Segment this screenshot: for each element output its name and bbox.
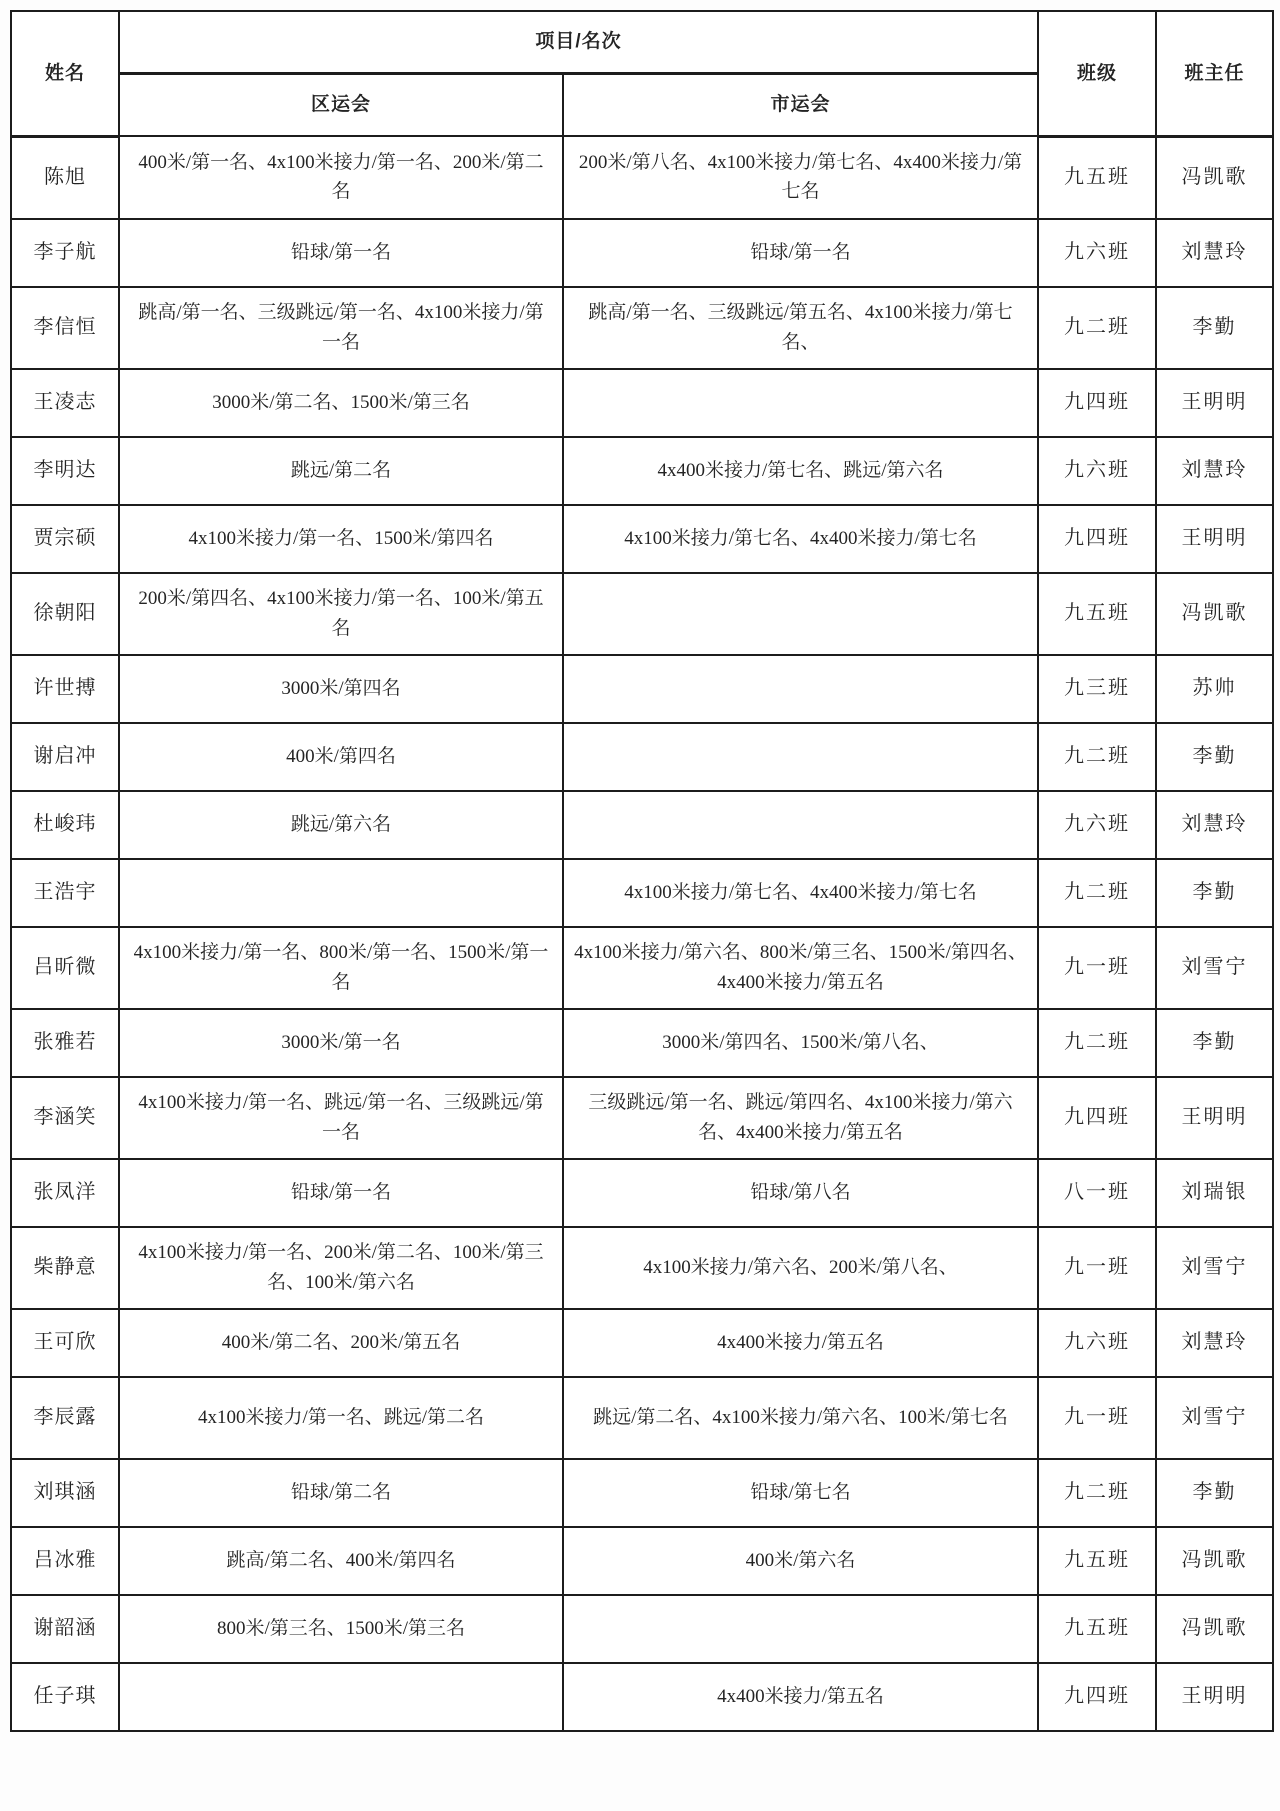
student-name-cell: 谢启冲 bbox=[11, 723, 119, 791]
table-row bbox=[11, 1459, 1273, 1527]
student-name-cell: 李子航 bbox=[11, 219, 119, 287]
teacher-cell: 冯凯歌 bbox=[1156, 1595, 1273, 1663]
teacher-cell: 王明明 bbox=[1156, 1077, 1273, 1159]
header-district-games: 区运会 bbox=[119, 74, 563, 137]
city-results-cell: 跳远/第二名、4x100米接力/第六名、100米/第七名 bbox=[563, 1377, 1038, 1459]
student-name-cell: 谢韶涵 bbox=[11, 1595, 119, 1663]
table-row bbox=[11, 655, 1273, 723]
city-results-cell bbox=[563, 723, 1038, 791]
teacher-cell: 李勤 bbox=[1156, 859, 1273, 927]
city-results-cell: 3000米/第四名、1500米/第八名、 bbox=[563, 1009, 1038, 1077]
student-name-cell: 贾宗硕 bbox=[11, 505, 119, 573]
table-row bbox=[11, 287, 1273, 369]
teacher-cell: 刘慧玲 bbox=[1156, 1309, 1273, 1377]
district-results-cell: 3000米/第一名 bbox=[119, 1009, 563, 1077]
teacher-cell: 刘雪宁 bbox=[1156, 927, 1273, 1009]
class-cell: 九一班 bbox=[1038, 927, 1156, 1009]
header-name: 姓名 bbox=[11, 11, 119, 136]
class-cell: 九四班 bbox=[1038, 1077, 1156, 1159]
teacher-cell: 李勤 bbox=[1156, 1009, 1273, 1077]
student-name-cell: 李信恒 bbox=[11, 287, 119, 369]
student-name-cell: 张雅若 bbox=[11, 1009, 119, 1077]
teacher-cell: 刘瑞银 bbox=[1156, 1159, 1273, 1227]
student-name-cell: 李涵笑 bbox=[11, 1077, 119, 1159]
table-row bbox=[11, 219, 1273, 287]
table-row bbox=[11, 1009, 1273, 1077]
district-results-cell: 跳高/第二名、400米/第四名 bbox=[119, 1527, 563, 1595]
table-row bbox=[11, 573, 1273, 655]
student-name-cell: 王凌志 bbox=[11, 369, 119, 437]
city-results-cell bbox=[563, 791, 1038, 859]
student-name-cell: 李辰露 bbox=[11, 1377, 119, 1459]
city-results-cell: 4x400米接力/第七名、跳远/第六名 bbox=[563, 437, 1038, 505]
teacher-cell: 苏帅 bbox=[1156, 655, 1273, 723]
student-name-cell: 吕昕微 bbox=[11, 927, 119, 1009]
header-city-games: 市运会 bbox=[563, 74, 1038, 137]
district-results-cell: 800米/第三名、1500米/第三名 bbox=[119, 1595, 563, 1663]
city-results-cell: 4x400米接力/第五名 bbox=[563, 1309, 1038, 1377]
table-row bbox=[11, 1595, 1273, 1663]
class-cell: 九二班 bbox=[1038, 287, 1156, 369]
city-results-cell: 4x100米接力/第六名、200米/第八名、 bbox=[563, 1227, 1038, 1309]
table-row bbox=[11, 1227, 1273, 1309]
class-cell: 九四班 bbox=[1038, 505, 1156, 573]
student-name-cell: 张凤洋 bbox=[11, 1159, 119, 1227]
table-row bbox=[11, 927, 1273, 1009]
district-results-cell: 跳远/第六名 bbox=[119, 791, 563, 859]
table-header bbox=[11, 11, 1273, 136]
class-cell: 九一班 bbox=[1038, 1377, 1156, 1459]
district-results-cell: 400米/第二名、200米/第五名 bbox=[119, 1309, 563, 1377]
teacher-cell: 冯凯歌 bbox=[1156, 573, 1273, 655]
teacher-cell: 王明明 bbox=[1156, 505, 1273, 573]
district-results-cell bbox=[119, 1663, 563, 1731]
student-name-cell: 杜峻玮 bbox=[11, 791, 119, 859]
district-results-cell: 4x100米接力/第一名、800米/第一名、1500米/第一名 bbox=[119, 927, 563, 1009]
class-cell: 九四班 bbox=[1038, 1663, 1156, 1731]
teacher-cell: 王明明 bbox=[1156, 1663, 1273, 1731]
class-cell: 九三班 bbox=[1038, 655, 1156, 723]
table-row bbox=[11, 1309, 1273, 1377]
district-results-cell: 200米/第四名、4x100米接力/第一名、100米/第五名 bbox=[119, 573, 563, 655]
city-results-cell bbox=[563, 655, 1038, 723]
student-name-cell: 吕冰雅 bbox=[11, 1527, 119, 1595]
district-results-cell: 4x100米接力/第一名、1500米/第四名 bbox=[119, 505, 563, 573]
teacher-cell: 刘慧玲 bbox=[1156, 791, 1273, 859]
class-cell: 九五班 bbox=[1038, 573, 1156, 655]
student-name-cell: 陈旭 bbox=[11, 136, 119, 219]
district-results-cell: 铅球/第一名 bbox=[119, 219, 563, 287]
table-row bbox=[11, 1077, 1273, 1159]
table-row bbox=[11, 136, 1273, 219]
header-teacher: 班主任 bbox=[1156, 11, 1273, 136]
table-row bbox=[11, 723, 1273, 791]
district-results-cell: 4x100米接力/第一名、跳远/第二名 bbox=[119, 1377, 563, 1459]
athletics-results-table bbox=[10, 10, 1274, 1732]
city-results-cell: 4x400米接力/第五名 bbox=[563, 1663, 1038, 1731]
teacher-cell: 李勤 bbox=[1156, 723, 1273, 791]
class-cell: 九六班 bbox=[1038, 437, 1156, 505]
class-cell: 九五班 bbox=[1038, 1527, 1156, 1595]
class-cell: 九二班 bbox=[1038, 1459, 1156, 1527]
teacher-cell: 刘雪宁 bbox=[1156, 1377, 1273, 1459]
city-results-cell: 铅球/第八名 bbox=[563, 1159, 1038, 1227]
district-results-cell: 3000米/第四名 bbox=[119, 655, 563, 723]
city-results-cell: 4x100米接力/第七名、4x400米接力/第七名 bbox=[563, 505, 1038, 573]
class-cell: 九五班 bbox=[1038, 1595, 1156, 1663]
city-results-cell bbox=[563, 369, 1038, 437]
district-results-cell bbox=[119, 859, 563, 927]
class-cell: 九六班 bbox=[1038, 791, 1156, 859]
city-results-cell: 400米/第六名 bbox=[563, 1527, 1038, 1595]
student-name-cell: 柴静意 bbox=[11, 1227, 119, 1309]
class-cell: 九二班 bbox=[1038, 859, 1156, 927]
class-cell: 九五班 bbox=[1038, 136, 1156, 219]
city-results-cell: 跳高/第一名、三级跳远/第五名、4x100米接力/第七名、 bbox=[563, 287, 1038, 369]
table-row bbox=[11, 1663, 1273, 1731]
city-results-cell: 4x100米接力/第六名、800米/第三名、1500米/第四名、4x400米接力/第五名 bbox=[563, 927, 1038, 1009]
city-results-cell: 铅球/第一名 bbox=[563, 219, 1038, 287]
table-row bbox=[11, 859, 1273, 927]
district-results-cell: 400米/第一名、4x100米接力/第一名、200米/第二名 bbox=[119, 136, 563, 219]
header-class: 班级 bbox=[1038, 11, 1156, 136]
class-cell: 九六班 bbox=[1038, 1309, 1156, 1377]
student-name-cell: 王浩宇 bbox=[11, 859, 119, 927]
table-row bbox=[11, 1527, 1273, 1595]
table-row bbox=[11, 369, 1273, 437]
class-cell: 九六班 bbox=[1038, 219, 1156, 287]
district-results-cell: 铅球/第一名 bbox=[119, 1159, 563, 1227]
district-results-cell: 跳高/第一名、三级跳远/第一名、4x100米接力/第一名 bbox=[119, 287, 563, 369]
teacher-cell: 刘慧玲 bbox=[1156, 437, 1273, 505]
results-table-body bbox=[11, 136, 1273, 1731]
district-results-cell: 400米/第四名 bbox=[119, 723, 563, 791]
table-row bbox=[11, 437, 1273, 505]
class-cell: 九一班 bbox=[1038, 1227, 1156, 1309]
city-results-cell bbox=[563, 573, 1038, 655]
student-name-cell: 刘琪涵 bbox=[11, 1459, 119, 1527]
class-cell: 八一班 bbox=[1038, 1159, 1156, 1227]
district-results-cell: 铅球/第二名 bbox=[119, 1459, 563, 1527]
table-row bbox=[11, 1159, 1273, 1227]
table-row bbox=[11, 505, 1273, 573]
table-row bbox=[11, 1377, 1273, 1459]
teacher-cell: 王明明 bbox=[1156, 369, 1273, 437]
city-results-cell: 4x100米接力/第七名、4x400米接力/第七名 bbox=[563, 859, 1038, 927]
teacher-cell: 冯凯歌 bbox=[1156, 136, 1273, 219]
city-results-cell: 三级跳远/第一名、跳远/第四名、4x100米接力/第六名、4x400米接力/第五名 bbox=[563, 1077, 1038, 1159]
teacher-cell: 李勤 bbox=[1156, 1459, 1273, 1527]
district-results-cell: 4x100米接力/第一名、跳远/第一名、三级跳远/第一名 bbox=[119, 1077, 563, 1159]
city-results-cell: 铅球/第七名 bbox=[563, 1459, 1038, 1527]
teacher-cell: 冯凯歌 bbox=[1156, 1527, 1273, 1595]
student-name-cell: 任子琪 bbox=[11, 1663, 119, 1731]
table-row bbox=[11, 791, 1273, 859]
district-results-cell: 跳远/第二名 bbox=[119, 437, 563, 505]
district-results-cell: 4x100米接力/第一名、200米/第二名、100米/第三名、100米/第六名 bbox=[119, 1227, 563, 1309]
city-results-cell bbox=[563, 1595, 1038, 1663]
city-results-cell: 200米/第八名、4x100米接力/第七名、4x400米接力/第七名 bbox=[563, 136, 1038, 219]
class-cell: 九二班 bbox=[1038, 723, 1156, 791]
district-results-cell: 3000米/第二名、1500米/第三名 bbox=[119, 369, 563, 437]
teacher-cell: 刘雪宁 bbox=[1156, 1227, 1273, 1309]
student-name-cell: 王可欣 bbox=[11, 1309, 119, 1377]
teacher-cell: 刘慧玲 bbox=[1156, 219, 1273, 287]
student-name-cell: 徐朝阳 bbox=[11, 573, 119, 655]
header-events-group: 项目/名次 bbox=[119, 11, 1038, 74]
class-cell: 九二班 bbox=[1038, 1009, 1156, 1077]
student-name-cell: 李明达 bbox=[11, 437, 119, 505]
class-cell: 九四班 bbox=[1038, 369, 1156, 437]
student-name-cell: 许世搏 bbox=[11, 655, 119, 723]
teacher-cell: 李勤 bbox=[1156, 287, 1273, 369]
